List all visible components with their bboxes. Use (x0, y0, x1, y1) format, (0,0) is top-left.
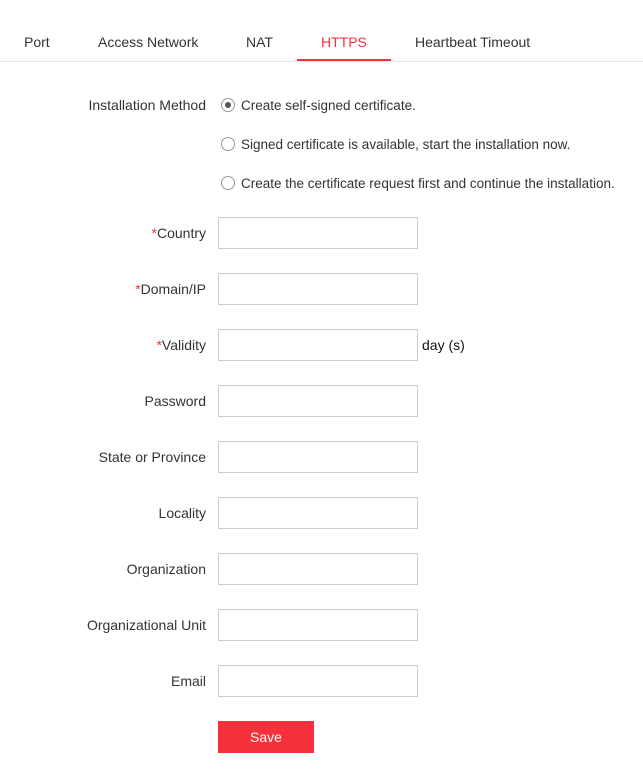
country-label-text: Country (156, 225, 206, 241)
tab-heartbeat-timeout[interactable]: Heartbeat Timeout (415, 34, 531, 50)
radio-button-self-signed[interactable] (221, 98, 235, 112)
save-button[interactable]: Save (218, 721, 314, 753)
active-tab-indicator (297, 59, 391, 61)
organization-label: Organization (126, 561, 206, 577)
locality-input[interactable] (218, 497, 418, 529)
radio-label-self-signed: Create self-signed certificate. (241, 97, 416, 113)
required-mark: * (135, 281, 141, 297)
tab-https[interactable]: HTTPS (321, 34, 367, 50)
radio-label-certificate-request: Create the certificate request first and continue the installation. (241, 175, 615, 191)
state-province-input[interactable] (218, 441, 418, 473)
domain-ip-label-text: Domain/IP (140, 281, 206, 297)
validity-label-text: Validity (161, 337, 206, 353)
password-label: Password (144, 393, 206, 409)
tab-port[interactable]: Port (24, 34, 50, 50)
locality-label: Locality (158, 505, 206, 521)
domain-ip-input[interactable] (218, 273, 418, 305)
email-label: Email (170, 673, 206, 689)
radio-button-signed-available[interactable] (221, 137, 235, 151)
country-input[interactable] (218, 217, 418, 249)
installation-method-label: Installation Method (88, 97, 206, 113)
tab-access-network[interactable]: Access Network (98, 34, 199, 50)
organization-input[interactable] (218, 553, 418, 585)
organizational-unit-label: Organizational Unit (86, 617, 206, 633)
email-input[interactable] (218, 665, 418, 697)
tab-bar (0, 0, 643, 62)
radio-option-signed-available[interactable] (221, 134, 570, 154)
domain-ip-label (135, 281, 206, 297)
validity-input[interactable] (218, 329, 418, 361)
radio-label-signed-available: Signed certificate is available, start the installation now. (241, 136, 571, 152)
radio-option-certificate-request[interactable] (221, 173, 615, 193)
tab-nat[interactable]: NAT (246, 34, 273, 50)
password-input[interactable] (218, 385, 418, 417)
country-label (152, 225, 206, 241)
state-province-label: State or Province (98, 449, 206, 465)
required-mark: * (151, 225, 157, 241)
organizational-unit-input[interactable] (218, 609, 418, 641)
validity-label (156, 337, 206, 353)
radio-button-certificate-request[interactable] (221, 176, 235, 190)
required-mark: * (156, 337, 162, 353)
validity-unit: day (s) (422, 337, 465, 353)
radio-option-self-signed[interactable] (221, 95, 416, 115)
